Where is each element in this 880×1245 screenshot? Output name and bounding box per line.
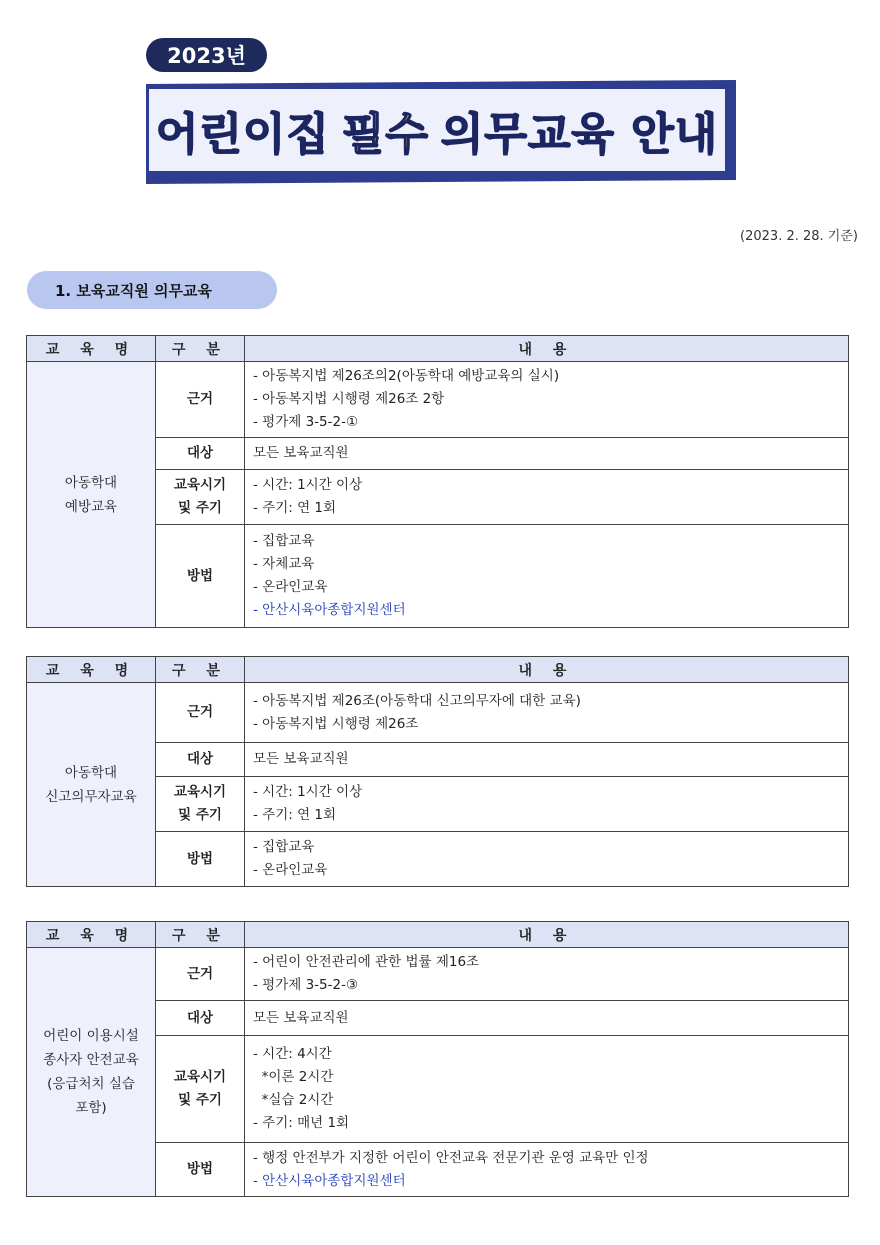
row-category-line: 교육시기 <box>173 477 227 493</box>
row-category <box>156 832 245 887</box>
row-content <box>245 948 849 1001</box>
row-content <box>245 1143 849 1197</box>
education-name <box>27 948 156 1197</box>
row-content <box>245 1001 849 1036</box>
row-category-line: 및 주기 <box>178 1092 222 1108</box>
content-line: - 평가제 3-5-2-③ <box>253 977 359 993</box>
content-line: - 온라인교육 <box>253 579 328 595</box>
content-line: 모든 보육교직원 <box>253 445 349 461</box>
row-category <box>156 438 245 470</box>
row-category-line: 방법 <box>186 1161 214 1177</box>
title-part-1: 어린이집 <box>155 109 330 160</box>
header-content: 내 용 <box>245 657 849 683</box>
section-title: 1. 보육교직원 의무교육 <box>27 271 277 309</box>
row-category-line: 교육시기 <box>173 784 227 800</box>
row-category <box>156 948 245 1001</box>
education-name <box>27 362 156 628</box>
header-name: 교 육 명 <box>27 336 156 362</box>
row-category <box>156 777 245 832</box>
row-category <box>156 683 245 743</box>
education-name-line: (응급처치 실습 <box>47 1076 135 1092</box>
content-line: 모든 보육교직원 <box>253 1009 349 1026</box>
education-name-line: 아동학대 <box>64 474 118 491</box>
row-content <box>245 470 849 525</box>
content-line: - 자체교육 <box>253 556 315 572</box>
content-line: - 평가제 3-5-2-① <box>253 414 359 430</box>
education-table <box>26 335 849 628</box>
row-category <box>156 743 245 777</box>
row-content <box>245 362 849 438</box>
content-line: - 시간: 1시간 이상 <box>253 477 363 493</box>
row-category-line: 근거 <box>186 965 214 982</box>
header-category: 구 분 <box>156 657 245 683</box>
row-content <box>245 438 849 470</box>
table-row <box>27 362 849 438</box>
row-category-line: 대상 <box>186 445 214 461</box>
row-category <box>156 1001 245 1036</box>
row-category <box>156 525 245 628</box>
table-header-row <box>27 922 849 948</box>
support-center-link[interactable]: - 안산시육아종합지원센터 <box>253 602 406 618</box>
row-content <box>245 525 849 628</box>
content-line: *실습 2시간 <box>253 1092 334 1108</box>
row-category-line: 교육시기 <box>173 1069 227 1085</box>
content-line: *이론 2시간 <box>253 1069 334 1085</box>
table-header-row <box>27 336 849 362</box>
content-line: - 어린이 안전관리에 관한 법률 제16조 <box>253 954 480 970</box>
row-category-line: 근거 <box>186 391 214 407</box>
base-date: (2023. 2. 28. 기준) <box>740 229 858 244</box>
content-line: - 아동복지법 제26조의2(아동학대 예방교육의 실시) <box>253 368 560 384</box>
table-row <box>27 948 849 1001</box>
row-content <box>245 777 849 832</box>
table-header-row <box>27 657 849 683</box>
education-name-line: 어린이 이용시설 <box>43 1028 139 1044</box>
education-name-line: 아동학대 <box>64 764 118 781</box>
header-content: 내 용 <box>245 336 849 362</box>
row-category-line: 방법 <box>186 850 214 867</box>
row-content <box>245 1036 849 1143</box>
education-table <box>26 656 849 887</box>
education-name-line: 신고의무자교육 <box>45 788 137 805</box>
row-category <box>156 1143 245 1197</box>
row-category <box>156 1036 245 1143</box>
row-category-line: 방법 <box>186 567 214 584</box>
support-center-link[interactable]: - 안산시육아종합지원센터 <box>253 1172 406 1189</box>
content-line: - 집합교육 <box>253 533 315 549</box>
row-category-line: 및 주기 <box>178 807 222 823</box>
education-name-line: 포함) <box>75 1100 107 1116</box>
row-category-line: 및 주기 <box>178 500 222 516</box>
education-name <box>27 683 156 887</box>
row-content <box>245 743 849 777</box>
content-line: - 행정 안전부가 지정한 어린이 안전교육 전문기관 운영 교육만 인정 <box>253 1149 649 1166</box>
content-line: 모든 보육교직원 <box>253 751 349 767</box>
header-content: 내 용 <box>245 922 849 948</box>
content-line: - 주기: 매년 1회 <box>253 1115 350 1131</box>
content-line: - 집합교육 <box>253 839 315 855</box>
content-line: - 온라인교육 <box>253 862 328 878</box>
row-content <box>245 832 849 887</box>
content-line: - 주기: 연 1회 <box>253 500 337 516</box>
row-category-line: 근거 <box>186 704 214 720</box>
content-line: - 아동복지법 시행령 제26조 <box>253 715 419 732</box>
year-badge: 2023년 <box>146 38 267 72</box>
table-row <box>27 683 849 743</box>
content-line: - 아동복지법 시행령 제26조 2항 <box>253 391 445 407</box>
education-name-line: 종사자 안전교육 <box>43 1052 139 1068</box>
title-part-2: 필수 <box>341 109 429 160</box>
header-name: 교 육 명 <box>27 922 156 948</box>
header-name: 교 육 명 <box>27 657 156 683</box>
row-content <box>245 683 849 743</box>
title-part-3: 의무교육 안내 <box>440 109 719 160</box>
header-category: 구 분 <box>156 336 245 362</box>
row-category-line: 대상 <box>186 1009 214 1026</box>
content-line: - 아동복지법 제26조(아동학대 신고의무자에 대한 교육) <box>253 692 581 709</box>
content-line: - 시간: 1시간 이상 <box>253 784 363 800</box>
row-category-line: 대상 <box>186 751 214 767</box>
education-name-line: 예방교육 <box>64 498 118 515</box>
row-category <box>156 470 245 525</box>
header-category: 구 분 <box>156 922 245 948</box>
education-table <box>26 921 849 1197</box>
content-line: - 주기: 연 1회 <box>253 807 337 823</box>
title-banner <box>146 86 728 174</box>
row-category <box>156 362 245 438</box>
content-line: - 시간: 4시간 <box>253 1046 332 1062</box>
